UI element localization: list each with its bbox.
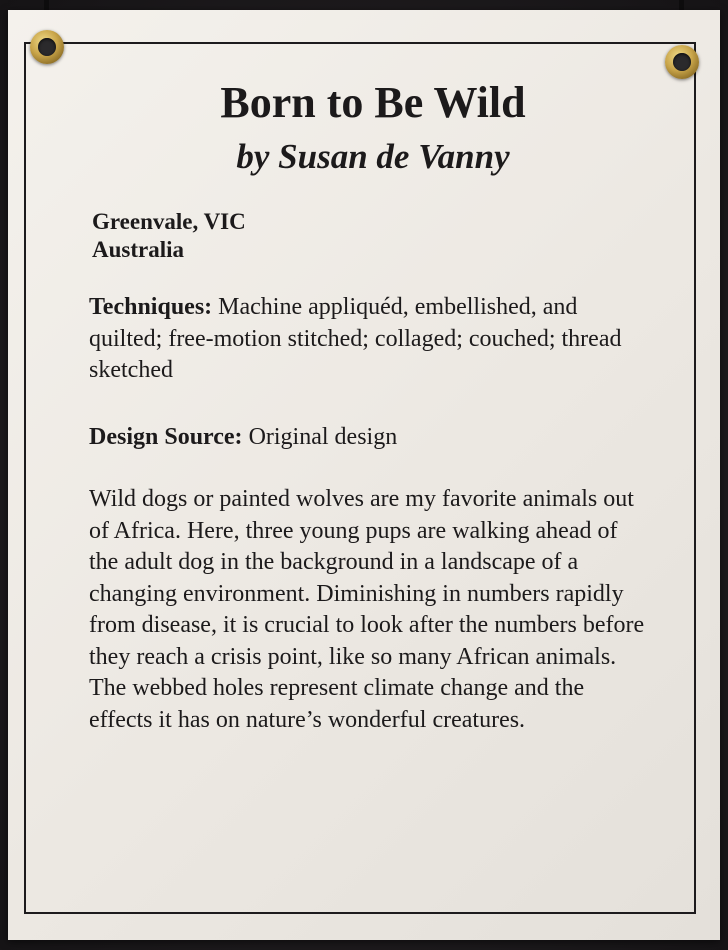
- artist-byline: by Susan de Vanny: [236, 137, 510, 176]
- exhibit-label-card: [8, 10, 720, 940]
- design-source-text: Original design: [242, 424, 398, 450]
- quilt-title: Born to Be Wild: [220, 78, 526, 127]
- location-city: Greenvale, VIC: [92, 209, 246, 234]
- techniques-paragraph: [89, 292, 649, 387]
- design-source-label: Design Source:: [89, 424, 243, 450]
- design-source-paragraph: [89, 422, 649, 454]
- grommet-right: [665, 45, 699, 79]
- artist-statement: Wild dogs or painted wolves are my favorite animals out of Africa. Here, three young pups are walking ahead of the adult dog in the background in a landscape of a changing environment. Diminishing in numbers rapidly from disease, it is crucial to look after the numbers before they reach a crisis point, like so many African animals. The webbed holes represent climate change and the effects it has on nature’s wonderful creatures.: [89, 486, 645, 733]
- techniques-label: Techniques:: [89, 294, 213, 320]
- artist-location: [92, 208, 246, 264]
- grommet-left: [30, 30, 64, 64]
- techniques-text: Machine appliquéd, embellished, and quilted; free-motion stitched; collaged; couched; thread sketched: [89, 294, 622, 383]
- location-country: Australia: [92, 237, 184, 262]
